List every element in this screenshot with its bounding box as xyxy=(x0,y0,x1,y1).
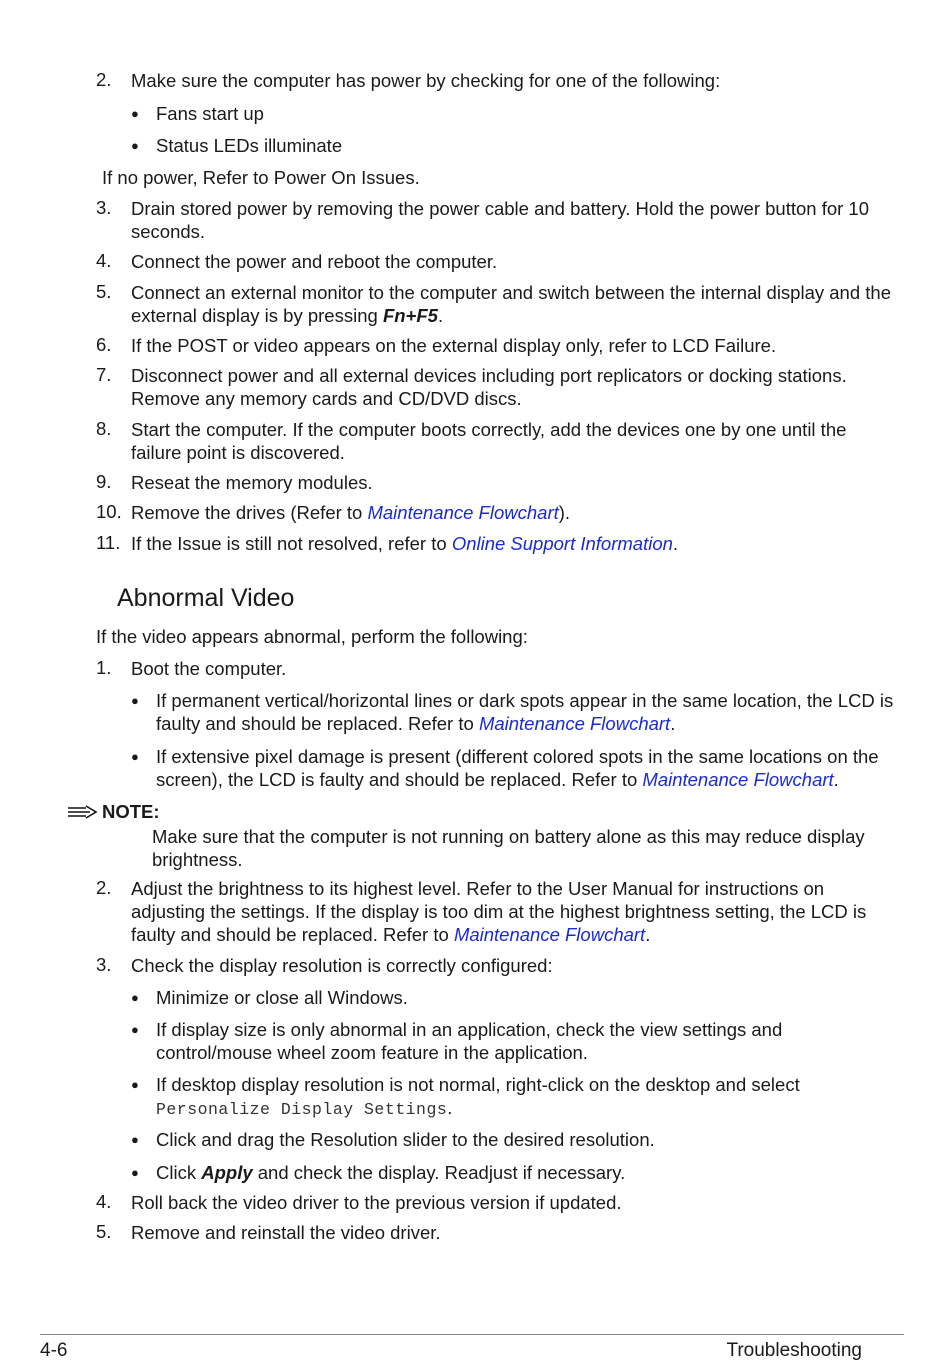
bullet-icon: ● xyxy=(131,1132,139,1147)
menu-path: Personalize Display Settings xyxy=(156,1100,448,1119)
step-text: Remove the drives (Refer to Maintenance Flowchart). xyxy=(131,502,571,523)
maintenance-flowchart-link[interactable]: Maintenance Flowchart xyxy=(453,924,646,945)
bullet-icon: ● xyxy=(131,693,139,708)
step-text: Connect an external monitor to the computer and switch between the internal display and the external display is by pressing Fn+F5. xyxy=(131,282,891,326)
online-support-link[interactable]: Online Support Information xyxy=(451,533,673,554)
bullet-text: If extensive pixel damage is present (different colored spots in the same locations on the screen), the LCD is faulty and should be replaced. Refer to Maintenance Flowchart. xyxy=(156,746,879,790)
bullet-icon: ● xyxy=(131,1022,139,1037)
step-number: 1. xyxy=(96,657,112,678)
step-text: Check the display resolution is correctly configured: xyxy=(131,955,553,976)
step-text: Start the computer. If the computer boots correctly, add the devices one by one until the failure point is discovered. xyxy=(131,419,847,463)
footer-divider xyxy=(40,1334,904,1335)
key-combo: Fn+F5 xyxy=(382,305,438,326)
bullet-icon: ● xyxy=(131,1165,139,1180)
step-text: If the Issue is still not resolved, refer to Online Support Information. xyxy=(131,533,679,554)
step-text: Make sure the computer has power by checking for one of the following: xyxy=(131,70,721,91)
step-number: 5. xyxy=(96,1221,112,1242)
footer-section-title: Troubleshooting xyxy=(726,1340,862,1361)
section-heading: Abnormal Video xyxy=(117,584,295,612)
step-number: 2. xyxy=(96,877,112,898)
no-power-text: If no power, Refer to Power On Issues. xyxy=(102,167,420,188)
step-number: 4. xyxy=(96,1191,112,1212)
step-number: 4. xyxy=(96,250,112,271)
bullet-text: Click Apply and check the display. Readjust if necessary. xyxy=(156,1162,626,1183)
bullet-text: If desktop display resolution is not normal, right-click on the desktop and select Personalize Display Settings. xyxy=(156,1074,800,1119)
maintenance-flowchart-link[interactable]: Maintenance Flowchart xyxy=(478,713,671,734)
note-arrow-icon xyxy=(68,805,98,819)
bullet-text: If permanent vertical/horizontal lines or dark spots appear in the same location, the LCD is faulty and should be replaced. Refer to Maintenance Flowchart. xyxy=(156,690,894,734)
step-number: 6. xyxy=(96,334,112,355)
page-number: 4-6 xyxy=(40,1340,68,1361)
bullet-text: Fans start up xyxy=(156,103,264,124)
step-text: Disconnect power and all external devices including port replicators or docking stations. Remove any memory cards and CD/DVD discs. xyxy=(131,365,847,409)
bullet-text: If display size is only abnormal in an application, check the view settings and control/mouse wheel zoom feature in the application. xyxy=(156,1019,783,1063)
step-number: 8. xyxy=(96,418,112,439)
step-text: Connect the power and reboot the computer. xyxy=(131,251,498,272)
bullet-text: Minimize or close all Windows. xyxy=(156,987,408,1008)
step-number: 5. xyxy=(96,281,112,302)
maintenance-flowchart-link[interactable]: Maintenance Flowchart xyxy=(367,502,559,523)
bullet-icon: ● xyxy=(131,990,139,1005)
step-number: 3. xyxy=(96,197,112,218)
bullet-icon: ● xyxy=(131,1077,139,1092)
bullet-icon: ● xyxy=(131,138,139,153)
step-text: Boot the computer. xyxy=(131,658,287,679)
step-number: 11. xyxy=(96,532,121,553)
step-text: Reseat the memory modules. xyxy=(131,472,373,493)
step-number: 2. xyxy=(96,69,112,90)
step-text: Drain stored power by removing the power cable and battery. Hold the power button for 10 seconds. xyxy=(131,198,870,242)
step-number: 10. xyxy=(96,501,122,522)
maintenance-flowchart-link[interactable]: Maintenance Flowchart xyxy=(642,769,834,790)
step-text: Roll back the video driver to the previous version if updated. xyxy=(131,1192,622,1213)
step-text: Adjust the brightness to its highest level. Refer to the User Manual for instructions on adjusting the settings. If the display is too dim at the highest brightness setting, the LCD is faulty and should be replaced. Refer to Maintenance Flowchart. xyxy=(131,878,867,945)
note-label: NOTE: xyxy=(68,801,160,823)
bullet-icon: ● xyxy=(131,749,139,764)
note-text: Make sure that the computer is not running on battery alone as this may reduce display brightness. xyxy=(152,826,865,870)
step-number: 9. xyxy=(96,471,112,492)
step-text: Remove and reinstall the video driver. xyxy=(131,1222,441,1243)
step-number: 7. xyxy=(96,364,112,385)
bullet-icon: ● xyxy=(131,106,139,121)
step-text: If the POST or video appears on the external display only, refer to LCD Failure. xyxy=(131,335,777,356)
intro-text: If the video appears abnormal, perform the following: xyxy=(96,626,528,647)
step-number: 3. xyxy=(96,954,112,975)
bullet-text: Status LEDs illuminate xyxy=(156,135,343,156)
apply-label: Apply xyxy=(201,1162,253,1183)
bullet-text: Click and drag the Resolution slider to the desired resolution. xyxy=(156,1129,655,1150)
